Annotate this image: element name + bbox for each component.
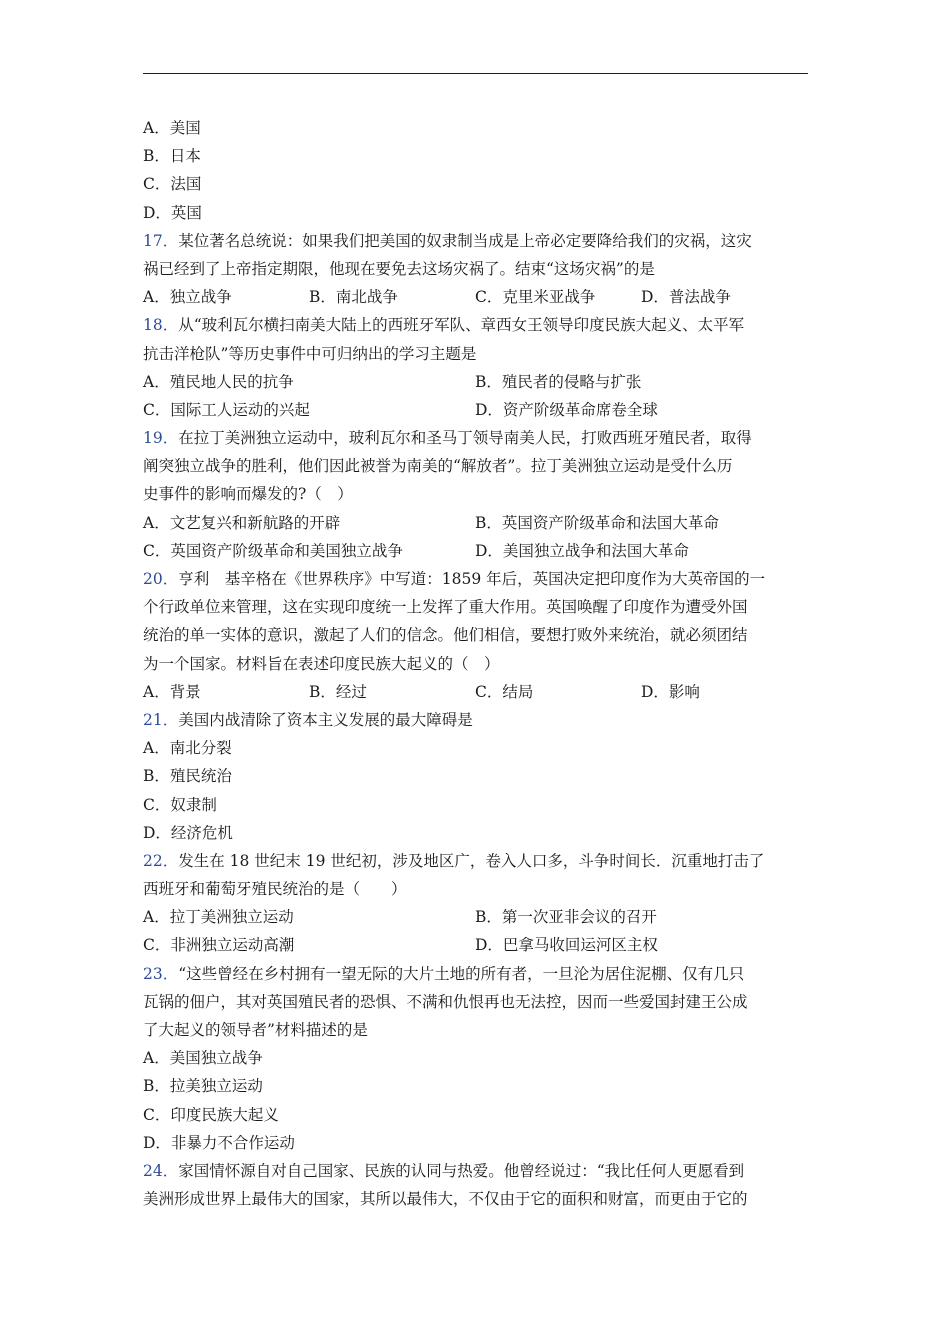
option-b: B．南北战争 [309, 288, 398, 307]
question-text: 统治的单一实体的意识，激起了人们的信念。他们相信，要想打败外来统治，就必须团结 [143, 626, 748, 645]
question-text: 个行政单位来管理，这在实现印度统一上发挥了重大作用。英国唤醒了印度作为遭受外国 [143, 598, 748, 617]
question-number: 17． [143, 231, 179, 250]
question-number: 22． [143, 851, 179, 870]
option-c: C．国际工人运动的兴起 [143, 400, 310, 419]
question-20-line [143, 565, 808, 593]
option-a: A．文艺复兴和新航路的开辟 [143, 513, 341, 532]
question-text: 家国情怀源自对自己国家、民族的认同与热爱。他曾经说过：“我比任何人更愿看到 [178, 1161, 745, 1180]
options-row [143, 509, 808, 537]
option-a: A．美国 [143, 119, 201, 137]
option-a: A．拉丁美洲独立运动 [143, 908, 294, 927]
option-b: B．殖民统治 [143, 767, 232, 786]
option-c: C．印度民族大起义 [143, 1105, 279, 1124]
question-list [143, 114, 808, 1213]
question-text: 在拉丁美洲独立运动中，玻利瓦尔和圣马丁领导南美人民，打败西班牙殖民者，取得 [178, 429, 752, 448]
options-row [143, 903, 808, 931]
option-c: C．奴隶制 [143, 795, 217, 814]
option-c: C．非洲独立运动高潮 [143, 936, 295, 955]
question-24-line [143, 1157, 808, 1185]
option-d: D．资产阶级革命席卷全球 [475, 400, 658, 419]
option-b: B．拉美独立运动 [143, 1077, 263, 1096]
option-a: A．独立战争 [143, 288, 232, 307]
option-c: C．法国 [143, 175, 202, 194]
options-row [143, 283, 808, 311]
question-text: 史事件的影响而爆发的?（ ） [143, 485, 353, 504]
option-a: A．殖民地人民的抗争 [143, 372, 294, 391]
question-23-line [143, 960, 808, 988]
question-text: 美国内战清除了资本主义发展的最大障碍是 [178, 710, 473, 729]
option-b: B．日本 [143, 147, 201, 166]
option-b: B．第一次亚非会议的召开 [475, 908, 657, 927]
header-rule [143, 73, 808, 74]
option-b: B．经过 [309, 682, 367, 701]
option-d: D．普法战争 [641, 288, 731, 307]
question-22-line [143, 847, 808, 875]
question-17-line [143, 227, 808, 255]
question-21-line [143, 706, 808, 734]
question-number: 19． [143, 429, 179, 448]
question-text: 某位著名总统说：如果我们把美国的奴隶制当成是上帝必定要降给我们的灾祸，这灾 [178, 231, 752, 250]
question-text: “这些曾经在乡村拥有一望无际的大片土地的所有者，一旦沦为居住泥棚、仅有几只 [178, 964, 745, 983]
option-b: B．英国资产阶级革命和法国大革命 [475, 513, 719, 532]
option-a: A．美国独立战争 [143, 1049, 263, 1068]
question-number: 23． [143, 964, 179, 983]
question-number: 24． [143, 1161, 179, 1180]
question-text: 瓦锅的佃户，其对英国殖民者的恐惧、不满和仇恨再也无法控，因而一些爱国封建王公成 [143, 992, 748, 1011]
question-text: 为一个国家。材料旨在表述印度民族大起义的（ ） [143, 654, 500, 673]
question-text: 祸已经到了上帝指定期限，他现在要免去这场灾祸了。结束“这场灾祸”的是 [143, 259, 655, 278]
question-text: 抗击洋枪队”等历史事件中可归纳出的学习主题是 [143, 344, 477, 363]
options-row [143, 396, 808, 424]
options-row [143, 678, 808, 706]
option-d: D．经济危机 [143, 823, 233, 842]
question-number: 20． [143, 570, 179, 588]
options-row [143, 368, 808, 396]
question-text: 阐突独立战争的胜利，他们因此被誉为南美的“解放者”。拉丁美洲独立运动是受什么历 [143, 457, 733, 476]
question-text: 从“玻利瓦尔横扫南美大陆上的西班牙军队、章西女王领导印度民族大起义、太平军 [178, 316, 745, 335]
options-row [143, 537, 808, 565]
option-d: D．美国独立战争和法国大革命 [475, 541, 689, 560]
option-c: C．结局 [475, 682, 534, 701]
option-d: D．巴拿马收回运河区主权 [475, 936, 658, 955]
question-text: 西班牙和葡萄牙殖民统治的是（ ） [143, 880, 407, 899]
option-d: D．非暴力不合作运动 [143, 1133, 295, 1152]
option-a: A．南北分裂 [143, 739, 232, 758]
question-number: 18． [143, 316, 179, 335]
option-b: B．殖民者的侵略与扩张 [475, 372, 642, 391]
question-19-line [143, 424, 808, 452]
question-text: 了大起义的领导者”材料描述的是 [143, 1021, 368, 1039]
options-row [143, 931, 808, 959]
question-text: 发生在 18 世纪末 19 世纪初，涉及地区广，卷入人口多，斗争时间长．沉重地打击了 [178, 851, 765, 870]
question-text: 美洲形成世界上最伟大的国家，其所以最伟大，不仅由于它的面积和财富，而更由于它的 [143, 1190, 748, 1209]
question-number: 21． [143, 710, 179, 729]
option-a: A．背景 [143, 682, 201, 701]
option-c: C．克里米亚战争 [475, 288, 596, 307]
question-text: 亨利 基辛格在《世界秩序》中写道：1859 年后，英国决定把印度作为大英帝国的一 [178, 570, 766, 588]
option-d: D．影响 [641, 682, 700, 701]
question-18-line [143, 311, 808, 339]
option-c: C．英国资产阶级革命和美国独立战争 [143, 541, 403, 560]
option-d: D．英国 [143, 203, 202, 222]
